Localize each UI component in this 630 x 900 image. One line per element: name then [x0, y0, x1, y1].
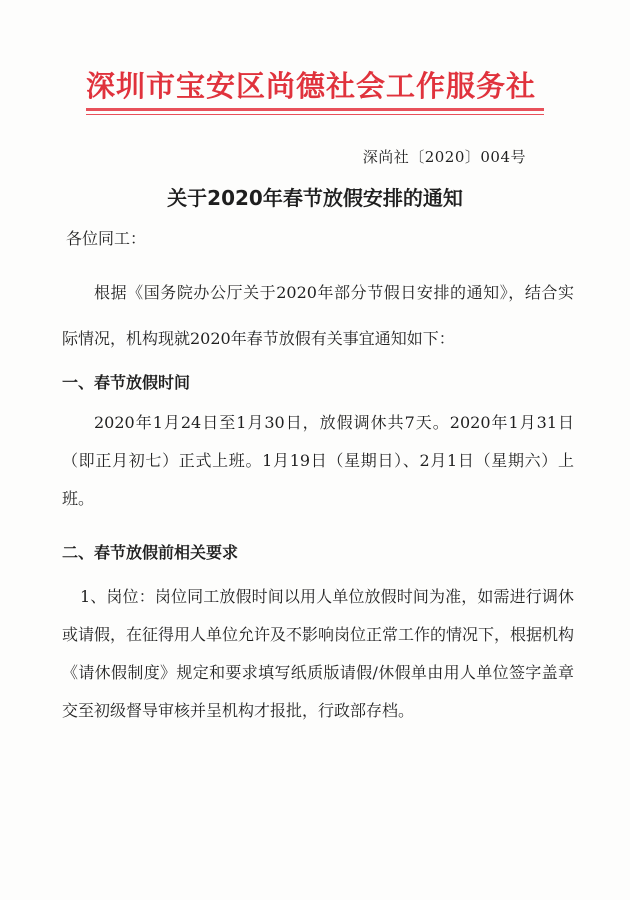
- letterhead-org-name: 深圳市宝安区尚德社会工作服务社: [85, 69, 536, 103]
- section-body-holiday-time: 2020年1月24日至1月30日，放假调休共7天。2020年1月31日（即正月初七）正式上班。1月19日（星期日）、2月1日（星期六）上班。: [62, 413, 574, 508]
- section-heading-requirements: 二、春节放假前相关要求: [62, 543, 239, 562]
- letterhead-divider-thin: [86, 114, 544, 115]
- section-heading-holiday-time: 一、春节放假时间: [62, 373, 191, 392]
- document-number: 深尚社〔2020〕004号: [362, 148, 526, 166]
- intro-paragraph: 根据《国务院办公厅关于2020年部分节假日安排的通知》，结合实际情况，机构现就2020年春节放假有关事宜通知如下：: [62, 283, 574, 348]
- document-title: 关于2020年春节放假安排的通知: [167, 186, 463, 210]
- section-body-requirements: 1、岗位：岗位同工放假时间以用人单位放假时间为准，如需进行调休或请假，在征得用人单位允许及不影响岗位正常工作的情况下，根据机构《请休假制度》规定和要求填写纸质版请假/休假单由用人单位签字盖章交至初级督导审核并呈机构才报批，行政部存档。: [62, 587, 575, 720]
- salutation: 各位同工：: [66, 229, 147, 248]
- letterhead-divider-thick: [86, 108, 544, 111]
